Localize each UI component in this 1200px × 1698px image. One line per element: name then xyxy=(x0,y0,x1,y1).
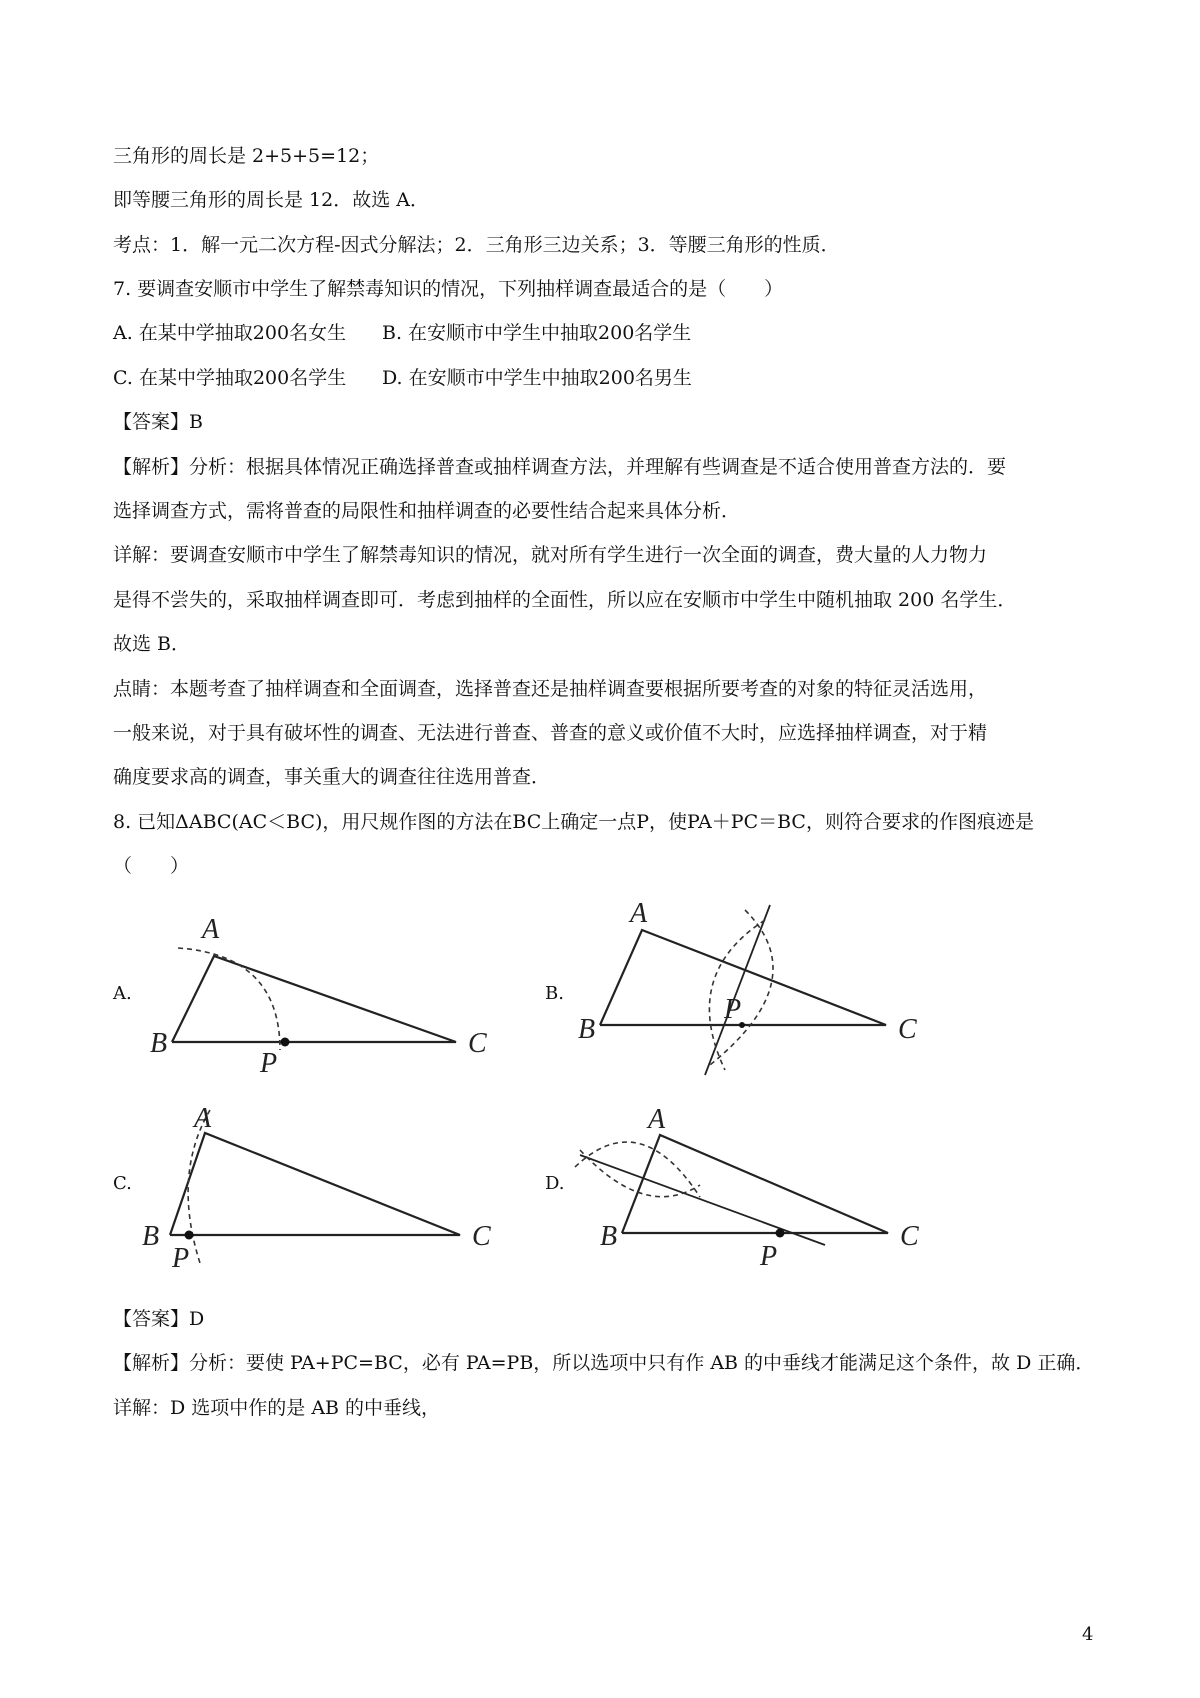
triangle-abc xyxy=(622,1135,888,1233)
figure-d-label: D. xyxy=(545,1173,565,1194)
label-p: P xyxy=(724,994,742,1025)
label-p: P xyxy=(260,1048,278,1079)
q7-option-a: A. 在某中学抽取200名女生 xyxy=(113,322,347,344)
perpendicular-bisector xyxy=(705,905,770,1075)
label-p: P xyxy=(172,1243,190,1274)
q7-comment: 确度要求高的调查，事关重大的调查往往选用普查． xyxy=(113,766,551,788)
figure-a-label: A. xyxy=(113,983,132,1004)
text-line: 考点：1．解一元二次方程-因式分解法；2．三角形三边关系；3．等腰三角形的性质． xyxy=(113,234,840,256)
question-8-stem: 8. 已知ΔABC(AC＜BC)，用尺规作图的方法在BC上确定一点P，使PA＋PC＝BC，则符合要求的作图痕迹是 xyxy=(113,811,1034,833)
label-b: B xyxy=(600,1221,618,1252)
label-c: C xyxy=(900,1221,919,1252)
q7-detail: 故选 B． xyxy=(113,633,191,655)
label-c: C xyxy=(898,1014,917,1045)
figure-b xyxy=(560,880,940,1090)
figure-d xyxy=(560,1095,940,1295)
q7-detail: 详解：要调查安顺市中学生了解禁毒知识的情况，就对所有学生进行一次全面的调查，费大量的人力物力 xyxy=(113,544,988,566)
q7-detail: 是得不尝失的，采取抽样调查即可．考虑到抽样的全面性，所以应在安顺市中学生中随机抽取 200 名学生． xyxy=(113,589,1017,611)
figure-c-label: C. xyxy=(113,1173,132,1194)
text-line: 即等腰三角形的周长是 12．故选 A． xyxy=(113,189,429,211)
page-number: 4 xyxy=(1082,1624,1094,1645)
q7-analysis: 【解析】分析：根据具体情况正确选择普查或抽样调查方法，并理解有些调查是不适合使用普查方法的．要 xyxy=(113,456,1007,478)
q7-comment: 点睛：本题考查了抽样调查和全面调查，选择普查还是抽样调查要根据所要考查的对象的特征灵活选用， xyxy=(113,678,988,700)
point-p xyxy=(185,1231,194,1240)
label-p: P xyxy=(760,1241,778,1272)
q7-analysis: 选择调查方式，需将普查的局限性和抽样调查的必要性结合起来具体分析． xyxy=(113,500,741,522)
compass-arc xyxy=(580,1150,700,1197)
q7-answer: 【答案】B xyxy=(113,411,203,433)
question-7-stem: 7. 要调查安顺市中学生了解禁毒知识的情况，下列抽样调查最适合的是（ ） xyxy=(113,278,784,300)
triangle-abc xyxy=(170,1133,460,1235)
label-a: A xyxy=(194,1103,212,1134)
q8-analysis: 【解析】分析：要使 PA+PC=BC，必有 PA=PB，所以选项中只有作 AB 的中垂线才能满足这个条件，故 D 正确． xyxy=(113,1352,1095,1374)
triangle-abc xyxy=(172,956,456,1042)
q7-comment: 一般来说，对于具有破坏性的调查、无法进行普查、普查的意义或价值不大时，应选择抽样调查，对于精 xyxy=(113,722,988,744)
figure-c xyxy=(130,1095,510,1285)
label-a: A xyxy=(648,1104,666,1135)
question-8-paren: （ ） xyxy=(113,855,190,877)
point-p xyxy=(281,1038,290,1047)
figure-b-label: B. xyxy=(545,983,564,1004)
q8-detail: 详解：D 选项中作的是 AB 的中垂线， xyxy=(113,1397,441,1419)
text-line: 三角形的周长是 2+5+5=12； xyxy=(113,145,380,167)
q8-answer: 【答案】D xyxy=(113,1308,205,1330)
label-b: B xyxy=(142,1221,160,1252)
q7-option-c: C. 在某中学抽取200名学生 xyxy=(113,367,347,389)
label-b: B xyxy=(578,1014,596,1045)
label-a: A xyxy=(202,914,220,945)
compass-arc xyxy=(710,910,773,1065)
label-b: B xyxy=(150,1028,168,1059)
compass-arc xyxy=(575,1142,700,1197)
label-c: C xyxy=(472,1221,491,1252)
figure-a xyxy=(130,900,510,1090)
point-p xyxy=(776,1229,785,1238)
q7-option-b: B. 在安顺市中学生中抽取200名学生 xyxy=(382,322,692,344)
q7-option-d: D. 在安顺市中学生中抽取200名男生 xyxy=(382,367,692,389)
label-a: A xyxy=(630,898,648,929)
label-c: C xyxy=(468,1028,487,1059)
